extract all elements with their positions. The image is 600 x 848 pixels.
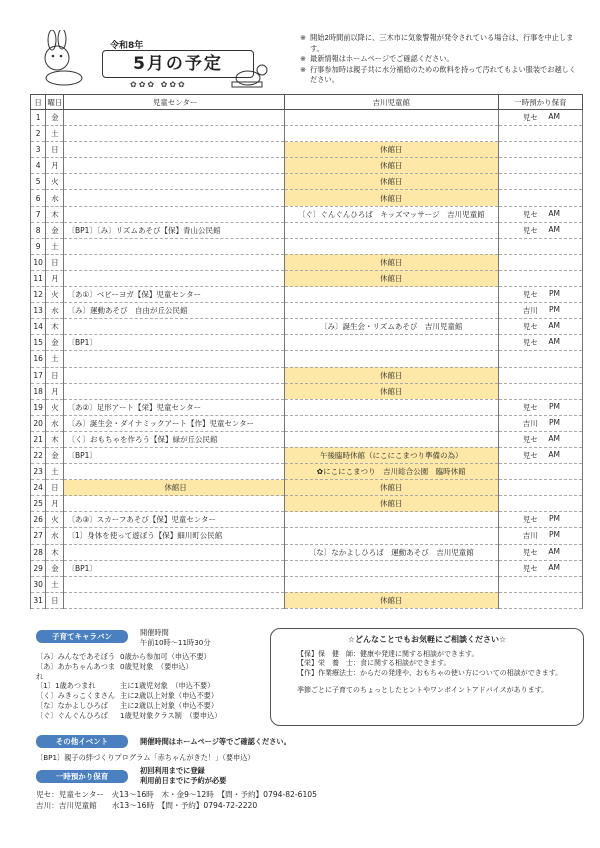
calendar-row	[31, 158, 583, 174]
center-cell: 〔BP1〕〔み〕リズムあそび【保】青山公民館	[64, 222, 284, 238]
temp-care-time: AM	[548, 433, 560, 443]
temp-care-time: AM	[548, 224, 560, 234]
caravan-key: 〔1〕1歳あつまれ	[36, 681, 96, 691]
temp-care-time: AM	[548, 321, 560, 331]
center-cell	[64, 190, 284, 206]
temp-care-cell	[498, 206, 582, 222]
center-cell	[64, 383, 284, 399]
temp-care-cell	[498, 287, 582, 303]
ichiji-contact-center: 児セ：児童センター 火13～16時 木・金9～12時 【問・予約】0794-82-6105	[36, 790, 317, 799]
temp-care-place: 児セ	[522, 322, 538, 332]
kosodate-tag: 子育てキャラバン	[36, 630, 128, 643]
yoshikawa-cell: 〔な〕なかよしひろば 運動あそび 吉川児童館	[284, 544, 498, 560]
weekday-cell: 土	[46, 238, 64, 254]
kosodate-list	[36, 652, 266, 721]
temp-care-cell	[498, 110, 582, 126]
temp-care-cell	[498, 319, 582, 335]
day-cell: 5	[31, 174, 46, 190]
center-cell: 〔あ①〕ベビーヨガ【保】児童センター	[64, 287, 284, 303]
temp-care-cell	[498, 142, 582, 158]
yoshikawa-cell: 休館日	[284, 270, 498, 286]
center-cell: 〔BP1〕	[64, 335, 284, 351]
consult-box	[270, 628, 584, 726]
calendar-row	[31, 142, 583, 158]
yoshikawa-cell: 休館日	[284, 174, 498, 190]
weekday-cell: 土	[46, 576, 64, 592]
temp-care-time: AM	[548, 208, 560, 218]
calendar-row	[31, 238, 583, 254]
temp-care-cell	[498, 303, 582, 319]
day-cell: 9	[31, 238, 46, 254]
temp-care-place: 児セ	[522, 434, 538, 444]
center-cell: 休館日	[64, 480, 284, 496]
calendar-row	[31, 222, 583, 238]
caravan-desc: 主に2歳以上対象（申込不要）	[120, 700, 219, 710]
consult-role: 【保】保 健 師	[297, 650, 353, 658]
day-cell: 30	[31, 576, 46, 592]
temp-care-cell	[498, 158, 582, 174]
weekday-cell: 日	[46, 480, 64, 496]
caravan-desc: 主に1歳児対象 （申込不要）	[120, 681, 215, 691]
day-cell: 8	[31, 222, 46, 238]
day-cell: 10	[31, 254, 46, 270]
weekday-cell: 水	[46, 190, 64, 206]
weekday-cell: 日	[46, 592, 64, 608]
header-day: 日	[31, 95, 46, 110]
temp-care-cell	[498, 512, 582, 528]
temp-care-cell	[498, 238, 582, 254]
ichiji-contact-yoshikawa: 吉川：吉川児童館 水13～16時 【問・予約】0794-72-2220	[36, 801, 258, 810]
day-cell: 1	[31, 110, 46, 126]
temp-care-cell	[498, 254, 582, 270]
calendar-row	[31, 480, 583, 496]
yoshikawa-cell	[284, 287, 498, 303]
yoshikawa-cell	[284, 415, 498, 431]
consult-item	[297, 659, 583, 668]
weekday-cell: 月	[46, 383, 64, 399]
weekday-cell: 水	[46, 303, 64, 319]
day-cell: 29	[31, 560, 46, 576]
caravan-key: 〔な〕なかよしひろば	[36, 700, 108, 710]
weekday-cell: 日	[46, 367, 64, 383]
temp-care-place: 児セ	[522, 563, 538, 573]
center-cell	[64, 576, 284, 592]
note-text: 最新情報はホームページでご確認ください。	[310, 54, 454, 63]
calendar-row	[31, 447, 583, 463]
temp-care-time: PM	[549, 530, 560, 540]
temp-care-place: 児セ	[522, 113, 538, 123]
yoshikawa-cell	[284, 238, 498, 254]
yoshikawa-cell: ✿にこにこまつり 吉川総合公園 臨時休館	[284, 464, 498, 480]
temp-care-cell	[498, 592, 582, 608]
yoshikawa-cell: 休館日	[284, 496, 498, 512]
temp-care-time: AM	[548, 337, 560, 347]
header-yoshikawa: 吉川児童館	[284, 95, 498, 110]
temp-care-cell	[498, 222, 582, 238]
temp-care-cell	[498, 447, 582, 463]
bp-program: 〔BP1〕親子の絆づくりプログラム「赤ちゃんがきた！」（要申込）	[36, 753, 255, 762]
calendar-row	[31, 319, 583, 335]
note-mark: ※	[300, 54, 307, 63]
calendar-row	[31, 399, 583, 415]
calendar-row	[31, 110, 583, 126]
temp-care-cell	[498, 367, 582, 383]
temp-care-cell	[498, 270, 582, 286]
calendar-row	[31, 206, 583, 222]
temp-care-cell	[498, 544, 582, 560]
calendar-row	[31, 287, 583, 303]
center-cell	[64, 319, 284, 335]
yoshikawa-cell: 〔み〕誕生会・リズムあそび 吉川児童館	[284, 319, 498, 335]
temp-care-cell	[498, 560, 582, 576]
center-cell	[64, 351, 284, 367]
center-cell: 〔BP1〕	[64, 560, 284, 576]
caravan-item	[36, 691, 266, 701]
temp-care-cell	[498, 190, 582, 206]
calendar-row	[31, 303, 583, 319]
calendar-row	[31, 512, 583, 528]
caravan-key: 〔あ〕あかちゃんあつまれ	[36, 661, 116, 681]
day-cell: 19	[31, 399, 46, 415]
weekday-cell: 月	[46, 158, 64, 174]
center-cell	[64, 126, 284, 142]
weekday-cell: 金	[46, 110, 64, 126]
yoshikawa-cell: 休館日	[284, 383, 498, 399]
yoshikawa-cell	[284, 110, 498, 126]
center-cell	[64, 254, 284, 270]
weekday-cell: 土	[46, 464, 64, 480]
weekday-cell: 金	[46, 447, 64, 463]
consult-role: 【作】作業療法士	[297, 668, 353, 677]
yoshikawa-cell	[284, 528, 498, 544]
temp-care-place: 児セ	[522, 290, 538, 300]
temp-care-time: PM	[549, 305, 560, 315]
yoshikawa-cell	[284, 399, 498, 415]
center-cell: 〔あ②〕足形アート【栄】児童センター	[64, 399, 284, 415]
day-cell: 3	[31, 142, 46, 158]
calendar-row	[31, 560, 583, 576]
calendar-row	[31, 190, 583, 206]
temp-care-place: 児セ	[522, 547, 538, 557]
other-events-tag: その他イベント	[36, 735, 128, 748]
temp-care-place: 吉川	[522, 306, 538, 316]
calendar-row	[31, 464, 583, 480]
ichiji-line-2: 利用前日までに予約が必要	[140, 776, 227, 785]
weekday-cell: 金	[46, 222, 64, 238]
calendar-row	[31, 415, 583, 431]
note-mark: ※	[300, 33, 307, 42]
day-cell: 21	[31, 431, 46, 447]
caravan-desc: 0歳児対象 （要申込）	[120, 661, 193, 671]
consult-desc: ：からだの発達や、おもちゃの使い方についての相談ができます。	[353, 668, 563, 677]
calendar-row	[31, 576, 583, 592]
era-label: 令和8年	[110, 41, 144, 51]
day-cell: 14	[31, 319, 46, 335]
calendar-row	[31, 367, 583, 383]
day-cell: 7	[31, 206, 46, 222]
calendar-row	[31, 351, 583, 367]
yoshikawa-cell: 休館日	[284, 142, 498, 158]
notes	[300, 33, 582, 86]
day-cell: 31	[31, 592, 46, 608]
day-cell: 25	[31, 496, 46, 512]
calendar-row	[31, 496, 583, 512]
yoshikawa-cell	[284, 576, 498, 592]
note-mark: ※	[300, 64, 307, 74]
yoshikawa-cell	[284, 303, 498, 319]
day-cell: 26	[31, 512, 46, 528]
temp-care-time: AM	[548, 450, 560, 460]
center-cell	[64, 544, 284, 560]
temp-care-cell	[498, 496, 582, 512]
header-temp-care: 一時預かり保育	[498, 95, 582, 110]
day-cell: 15	[31, 335, 46, 351]
calendar-table	[30, 94, 583, 609]
day-cell: 17	[31, 367, 46, 383]
weekday-cell: 月	[46, 496, 64, 512]
center-cell	[64, 158, 284, 174]
temp-care-time: PM	[549, 417, 560, 427]
note-text: 開始2時間前以降に、三木市に気象警報が発令されている場合は、行事を中止します。	[310, 33, 574, 53]
caravan-item	[36, 681, 266, 691]
calendar-row	[31, 592, 583, 608]
calendar-row	[31, 335, 583, 351]
note-item	[300, 54, 582, 65]
temp-care-cell	[498, 126, 582, 142]
calendar-row	[31, 431, 583, 447]
center-cell: 〔1〕身体を使って遊ぼう【保】細川町公民館	[64, 528, 284, 544]
yoshikawa-cell: 午後臨時休館（にこにこまつり準備の為）	[284, 447, 498, 463]
day-cell: 16	[31, 351, 46, 367]
temp-care-cell	[498, 576, 582, 592]
weekday-cell: 火	[46, 512, 64, 528]
day-cell: 13	[31, 303, 46, 319]
weekday-cell: 火	[46, 287, 64, 303]
temp-care-place: 児セ	[522, 338, 538, 348]
temp-care-cell	[498, 383, 582, 399]
note-text: 行事参加時は親子共に水分補給のための飲料を持って汚れてもよい服装でお越しください。	[310, 64, 576, 84]
weekday-cell: 日	[46, 254, 64, 270]
day-cell: 4	[31, 158, 46, 174]
consult-item	[297, 669, 583, 678]
center-cell	[64, 142, 284, 158]
caravan-key: 〔み〕みんなであそぼう	[36, 652, 116, 661]
caravan-item	[36, 652, 266, 662]
temp-care-time: PM	[549, 401, 560, 411]
yoshikawa-cell: 休館日	[284, 190, 498, 206]
consult-item	[297, 650, 583, 659]
center-cell	[64, 174, 284, 190]
day-cell: 6	[31, 190, 46, 206]
weekday-cell: 木	[46, 319, 64, 335]
temp-care-cell	[498, 335, 582, 351]
weekday-cell: 土	[46, 126, 64, 142]
calendar-row	[31, 270, 583, 286]
temp-care-cell	[498, 528, 582, 544]
center-cell	[64, 496, 284, 512]
flower-decoration: ✿✿✿ ✿✿✿	[130, 80, 187, 89]
temp-care-place: 児セ	[522, 451, 538, 461]
kosodate-time: 午前10時～11時30分	[140, 638, 211, 647]
center-cell: 〔あ③〕スカーフあそび【保】児童センター	[64, 512, 284, 528]
calendar-row	[31, 254, 583, 270]
temp-care-time: AM	[548, 112, 560, 122]
yoshikawa-cell	[284, 335, 498, 351]
yoshikawa-cell: 〔ぐ〕ぐんぐんひろば キッズマッサージ 吉川児童館	[284, 206, 498, 222]
temp-care-place: 児セ	[522, 515, 538, 525]
consult-list	[297, 650, 583, 696]
consult-title: ☆どんなことでもお気軽にご相談ください☆	[347, 635, 507, 644]
weekday-cell: 水	[46, 528, 64, 544]
center-cell	[64, 238, 284, 254]
bunny-illustration	[30, 30, 100, 88]
temp-care-place: 児セ	[522, 402, 538, 412]
header	[30, 30, 270, 90]
yoshikawa-cell: 休館日	[284, 158, 498, 174]
yoshikawa-cell: 休館日	[284, 254, 498, 270]
weekday-cell: 水	[46, 415, 64, 431]
caravan-desc: 主に2歳以上対象（申込不要）	[120, 691, 219, 701]
weekday-cell: 木	[46, 544, 64, 560]
day-cell: 18	[31, 383, 46, 399]
calendar-row	[31, 174, 583, 190]
day-cell: 27	[31, 528, 46, 544]
temp-care-cell	[498, 399, 582, 415]
temp-care-place: 吉川	[522, 418, 538, 428]
center-cell: 〔み〕誕生会・ダイナミックアート【作】児童センター	[64, 415, 284, 431]
ichiji-tag: 一時預かり保育	[36, 770, 128, 783]
center-cell: 〔BP1〕	[64, 447, 284, 463]
weekday-cell: 木	[46, 206, 64, 222]
temp-care-time: AM	[548, 562, 560, 572]
caravan-desc: 0歳から参加可（申込不要）	[120, 652, 211, 661]
kosodate-time-label: 開催時間	[140, 628, 169, 637]
temp-care-cell	[498, 415, 582, 431]
ichiji-line-1: 初回利用までに登録	[140, 766, 205, 775]
turtle-illustration	[230, 56, 270, 88]
header-weekday: 曜日	[46, 95, 64, 110]
temp-care-cell	[498, 351, 582, 367]
center-cell	[64, 464, 284, 480]
temp-care-cell	[498, 480, 582, 496]
weekday-cell: 火	[46, 399, 64, 415]
yoshikawa-cell	[284, 560, 498, 576]
note-item	[300, 33, 582, 54]
caravan-item	[36, 711, 266, 721]
yoshikawa-cell	[284, 126, 498, 142]
weekday-cell: 金	[46, 335, 64, 351]
header-center: 児童センター	[64, 95, 284, 110]
other-events-text: 開催時間はホームページ等でご確認ください。	[140, 737, 291, 746]
day-cell: 28	[31, 544, 46, 560]
yoshikawa-cell	[284, 512, 498, 528]
calendar-row	[31, 126, 583, 142]
center-cell: 〔み〕運動あそび 自由が丘公民館	[64, 303, 284, 319]
temp-care-cell	[498, 431, 582, 447]
day-cell: 22	[31, 447, 46, 463]
day-cell: 2	[31, 126, 46, 142]
weekday-cell: 土	[46, 351, 64, 367]
yoshikawa-cell	[284, 222, 498, 238]
day-cell: 12	[31, 287, 46, 303]
day-cell: 11	[31, 270, 46, 286]
weekday-cell: 金	[46, 560, 64, 576]
caravan-key: 〔く〕みきっこくまさん	[36, 691, 116, 701]
center-cell	[64, 367, 284, 383]
temp-care-cell	[498, 464, 582, 480]
caravan-desc: 1歳児対象クラス制 （要申込）	[120, 710, 222, 720]
calendar-row	[31, 383, 583, 399]
temp-care-time: AM	[548, 546, 560, 556]
caravan-key: 〔ぐ〕ぐんぐんひろば	[36, 710, 108, 720]
day-cell: 24	[31, 480, 46, 496]
temp-care-place: 吉川	[522, 531, 538, 541]
center-cell	[64, 270, 284, 286]
yoshikawa-cell	[284, 351, 498, 367]
weekday-cell: 日	[46, 142, 64, 158]
caravan-item	[36, 662, 266, 682]
center-cell	[64, 206, 284, 222]
day-cell: 20	[31, 415, 46, 431]
yoshikawa-cell	[284, 431, 498, 447]
calendar-row	[31, 528, 583, 544]
weekday-cell: 木	[46, 431, 64, 447]
consult-role: 【栄】栄 養 士	[297, 659, 353, 668]
temp-care-place: 児セ	[522, 209, 538, 219]
center-cell: 〔く〕おもちゃを作ろう【保】緑が丘公民館	[64, 431, 284, 447]
weekday-cell: 火	[46, 174, 64, 190]
center-cell	[64, 592, 284, 608]
note-item	[300, 65, 582, 86]
day-cell: 23	[31, 464, 46, 480]
weekday-cell: 月	[46, 270, 64, 286]
temp-care-time: PM	[549, 514, 560, 524]
calendar-row	[31, 544, 583, 560]
temp-care-cell	[498, 174, 582, 190]
temp-care-place: 児セ	[522, 225, 538, 235]
temp-care-time: PM	[549, 289, 560, 299]
center-cell	[64, 110, 284, 126]
consult-note: 季節ごとに子育てのちょっとしたヒントやワンポイントアドバイスがあります。	[297, 686, 549, 695]
consult-desc: ：食に関する相談ができます。	[353, 659, 451, 668]
yoshikawa-cell: 休館日	[284, 592, 498, 608]
yoshikawa-cell: 休館日	[284, 367, 498, 383]
yoshikawa-cell: 休館日	[284, 480, 498, 496]
consult-desc: ：健康や発達に関する相談ができます。	[353, 650, 479, 658]
page-title: 5月の予定	[102, 50, 254, 78]
caravan-item	[36, 701, 266, 711]
